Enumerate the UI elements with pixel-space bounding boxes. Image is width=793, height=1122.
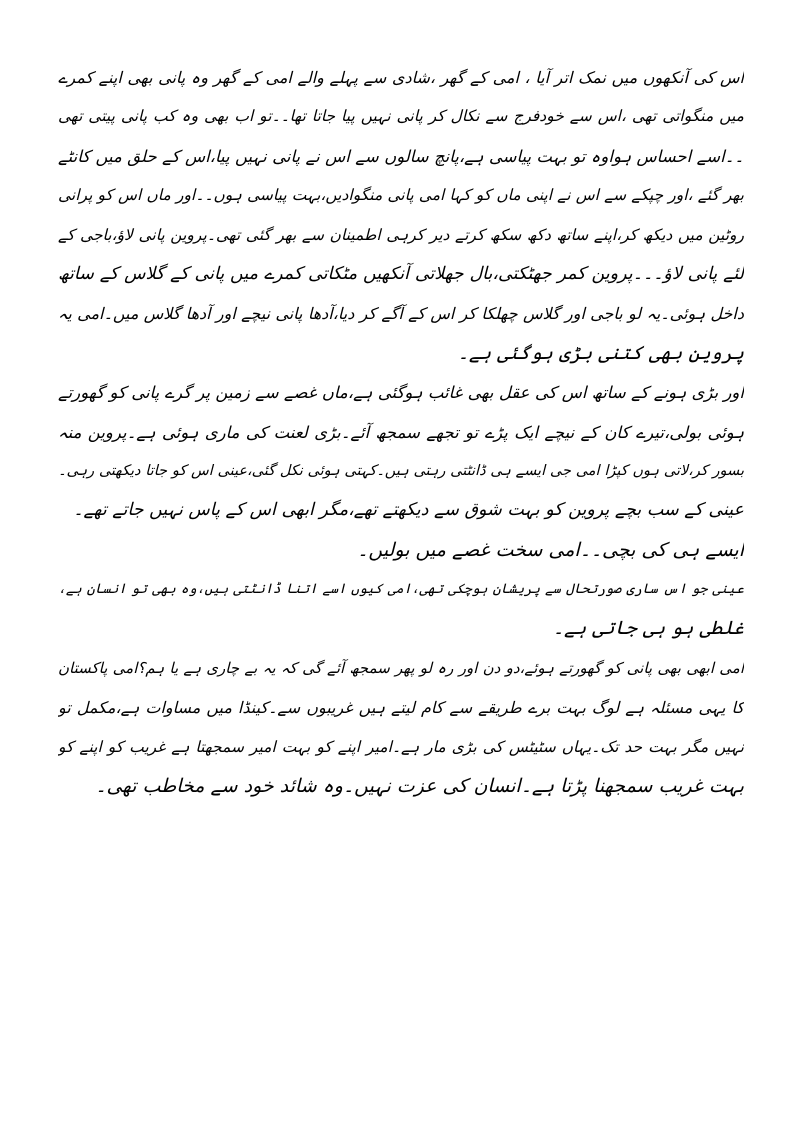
text-line: بھر گئے ،اور چپکے سے اس نے اپنی ماں کو کہا امی پانی منگوادیں،بہت پیاسی ہوں۔۔اور ماں اس کو پرانی: [58, 186, 744, 205]
text-line: عینی کے سب بچے پروین کو بہت شوق سے دیکھتے تھے،مگر ابھی اس کے پاس نہیں جاتے تھے۔: [73, 500, 744, 521]
urdu-text-body: [58, 58, 744, 806]
text-line: غلطی ہو ہی جاتی ہے۔: [552, 617, 744, 640]
text-line: اس کی آنکھوں میں نمک اتر آیا ، امی کے گھر ،شادی سے پہلے والے امی کے گھر وہ پانی بھی اپنے کمرے: [58, 68, 744, 87]
text-line: عینی جو اس ساری صورتحال سے پریشان ہوچکی تھی،امی کیوں اسے اتنا ڈانٹتی ہیں،وہ بھی تو انسان ہے،: [58, 581, 744, 598]
text-line: بہت غریب سمجھنا پڑتا ہے۔انسان کی عزت نہیں۔وہ شائد خود سے مخاطب تھی۔: [95, 775, 744, 798]
text-line: روٹین میں دیکھ کر،اپنے ساتھ دکھ سکھ کرتے دیر کرہی اطمینان سے بھر گئی تھی۔پروین پانی لاؤ،باجی کے: [58, 225, 744, 244]
text-line: کا یہی مسئلہ ہے لوگ بہت برے طریقے سے کام لیتے ہیں غریبوں سے۔کینڈا میں مساوات ہے،مکمل تو: [58, 698, 744, 718]
text-line: ۔۔اسے احساس ہواوہ تو بہت پیاسی ہے،پانچ سالوں سے اس نے پانی نہیں پیا،اس کے حلق میں کانٹے: [58, 146, 744, 166]
text-line: پروین بھی کتنی بڑی ہوگئی ہے۔: [457, 341, 744, 364]
text-line: ایسے ہی کی بچی۔۔امی سخت غصے میں بولیں۔: [357, 538, 744, 561]
text-line: نہیں مگر بہت حد تک۔یہاں سٹیٹس کی بڑی مار ہے۔امیر اپنے کو بہت امیر سمجھتا ہے غریب کو اپنے کو: [58, 737, 744, 756]
text-line: داخل ہوئی۔یہ لو باجی اور گلاس چھلکا کر اس کے آگے کر دیا،آدھا پانی نیچے اور آدھا گلاس میں۔امی یہ: [58, 304, 744, 324]
text-line: امی ابھی بھی پانی کو گھورتے ہوئے،دو دن اور رہ لو پھر سمجھ آئے گی کہ یہ بے چاری ہے یا ہم؟امی پاکستان: [58, 658, 744, 677]
text-line: اور بڑی ہونے کے ساتھ اس کی عقل بھی غائب ہوگئی ہے،ماں غصے سے زمین پر گرے پانی کو گھورتے: [58, 383, 744, 403]
text-line: لئے پانی لاؤ۔۔۔پروین کمر جھٹکتی،بال جھلاتی آنکھیں مٹکاتی کمرے میں پانی کے گلاس کے ساتھ: [58, 263, 744, 284]
text-line: میں منگواتی تھی ،اس سے خودفرج سے نکال کر پانی نہیں پیا جاتا تھا۔۔تو اب بھی وہ کب پانی پیتی تھی: [58, 107, 744, 126]
text-line: ہوئی بولی،تیرے کان کے نیچے ایک پڑے تو تجھے سمجھ آئے۔بڑی لعنت کی ماری ہوئی ہے۔پروین منہ: [58, 422, 744, 442]
text-line: بسور کر،لاتی ہوں کپڑا امی جی ایسے ہی ڈانٹتی رہتی ہیں۔کہتی ہوئی نکل گئی،عینی اس کو جاتا دیکھتی رہی۔: [58, 462, 744, 479]
